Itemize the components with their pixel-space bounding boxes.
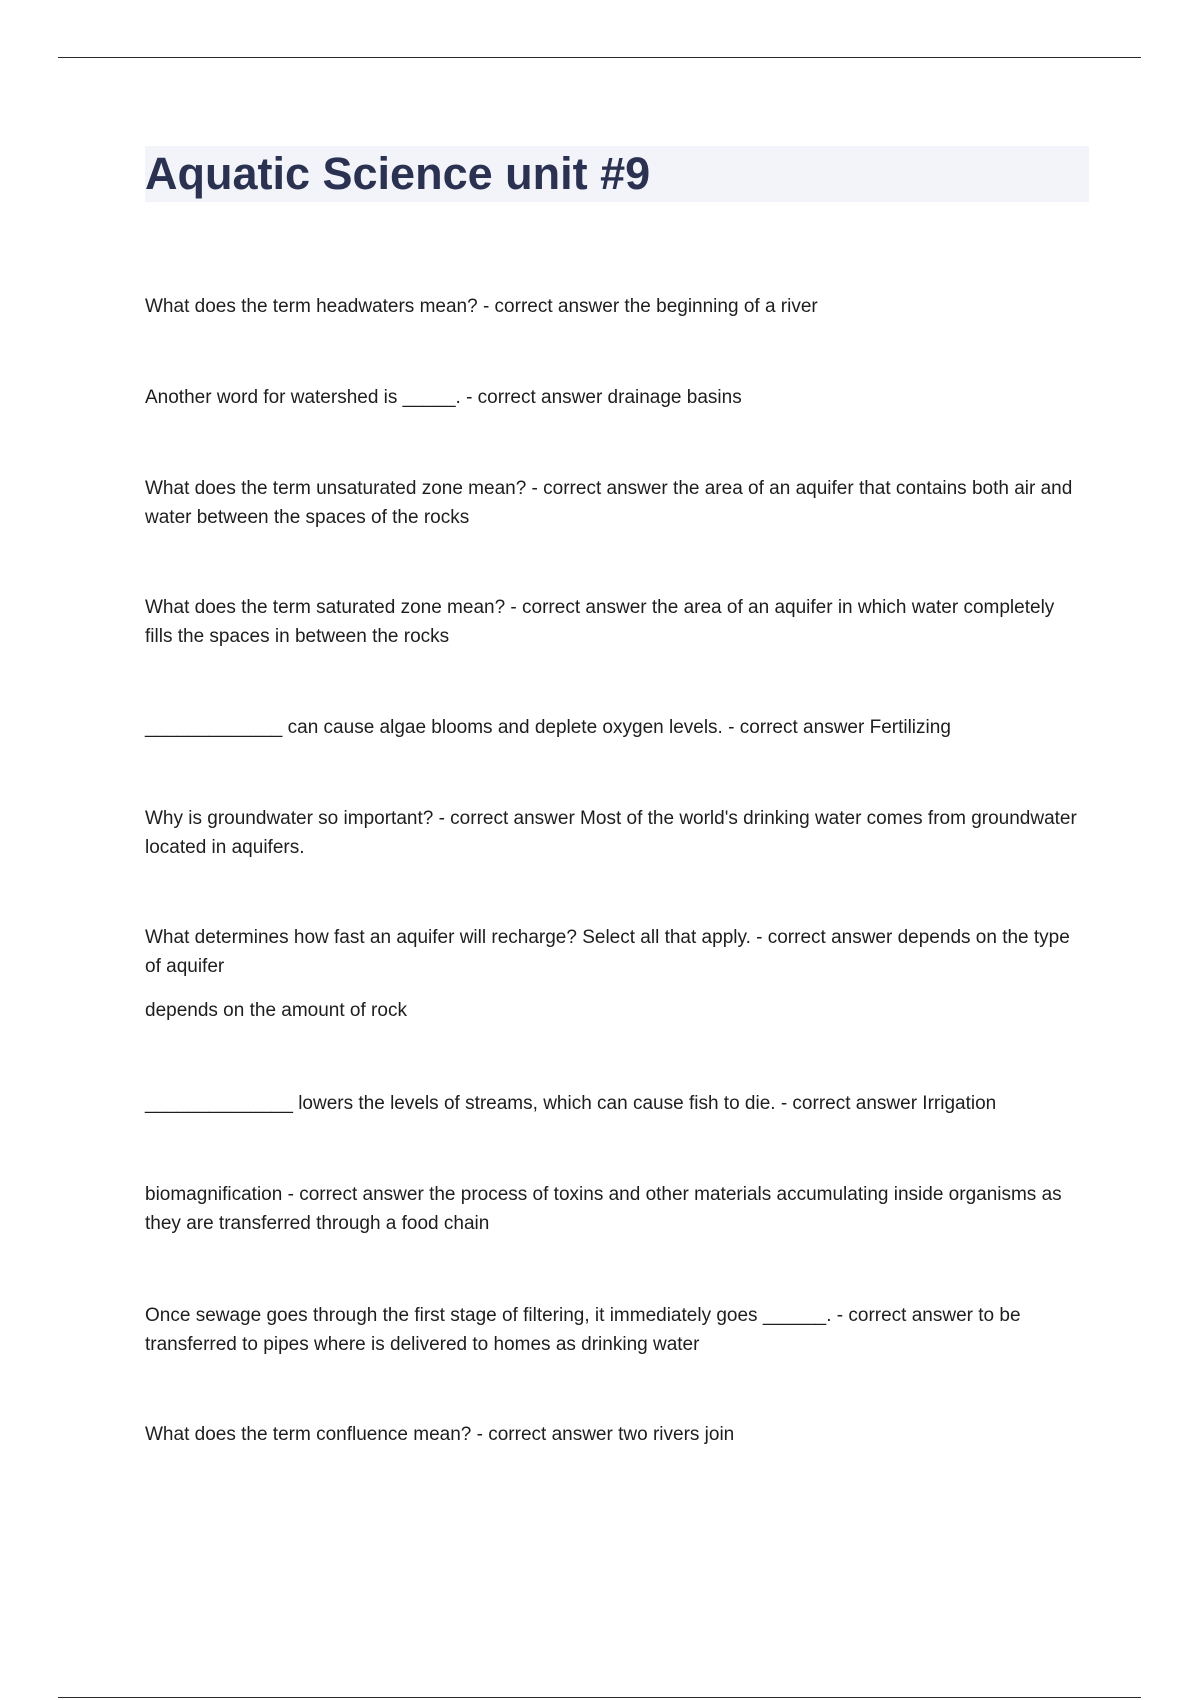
qa-text: ______________ lowers the levels of streams, which can cause fish to die. - correct answer Irrigation	[145, 1093, 997, 1114]
qa-item-10	[145, 1301, 1080, 1359]
qa-text: _____________ can cause algae blooms and deplete oxygen levels. - correct answer Fertilizing	[145, 717, 951, 738]
qa-item-5	[145, 713, 1080, 742]
qa-item-1	[145, 292, 1080, 321]
qa-text: What does the term headwaters mean? - correct answer the beginning of a river	[145, 296, 818, 317]
qa-item-2	[145, 383, 1080, 412]
qa-item-7	[145, 923, 1080, 1025]
qa-text: What does the term confluence mean? - correct answer two rivers join	[145, 1424, 735, 1445]
qa-text: biomagnification - correct answer the process of toxins and other materials accumulating inside organisms as they are transferred through a food chain	[145, 1184, 1062, 1234]
qa-item-9	[145, 1180, 1080, 1238]
qa-text: What determines how fast an aquifer will recharge? Select all that apply. - correct answer depends on the type of aquifer	[145, 927, 1070, 977]
qa-item-6	[145, 804, 1080, 862]
qa-text: Once sewage goes through the first stage of filtering, it immediately goes ______. - correct answer to be transferred to pipes where is delivered to homes as drinking water	[145, 1305, 1021, 1355]
qa-item-3	[145, 474, 1080, 532]
qa-text-continued: depends on the amount of rock	[145, 1000, 407, 1021]
bottom-rule	[58, 1697, 1141, 1698]
top-rule	[58, 57, 1141, 58]
qa-text: Why is groundwater so important? - correct answer Most of the world's drinking water comes from groundwater located in aquifers.	[145, 808, 1077, 858]
document-title: Aquatic Science unit #9	[145, 148, 651, 199]
qa-text: Another word for watershed is _____. - correct answer drainage basins	[145, 387, 742, 408]
qa-item-8	[145, 1089, 1080, 1118]
qa-text: What does the term unsaturated zone mean? - correct answer the area of an aquifer that contains both air and water between the spaces of the rocks	[145, 478, 1073, 528]
qa-item-4	[145, 593, 1080, 651]
qa-text: What does the term saturated zone mean? - correct answer the area of an aquifer in which water completely fills the spaces in between the rocks	[145, 597, 1055, 647]
qa-item-11	[145, 1420, 1080, 1449]
